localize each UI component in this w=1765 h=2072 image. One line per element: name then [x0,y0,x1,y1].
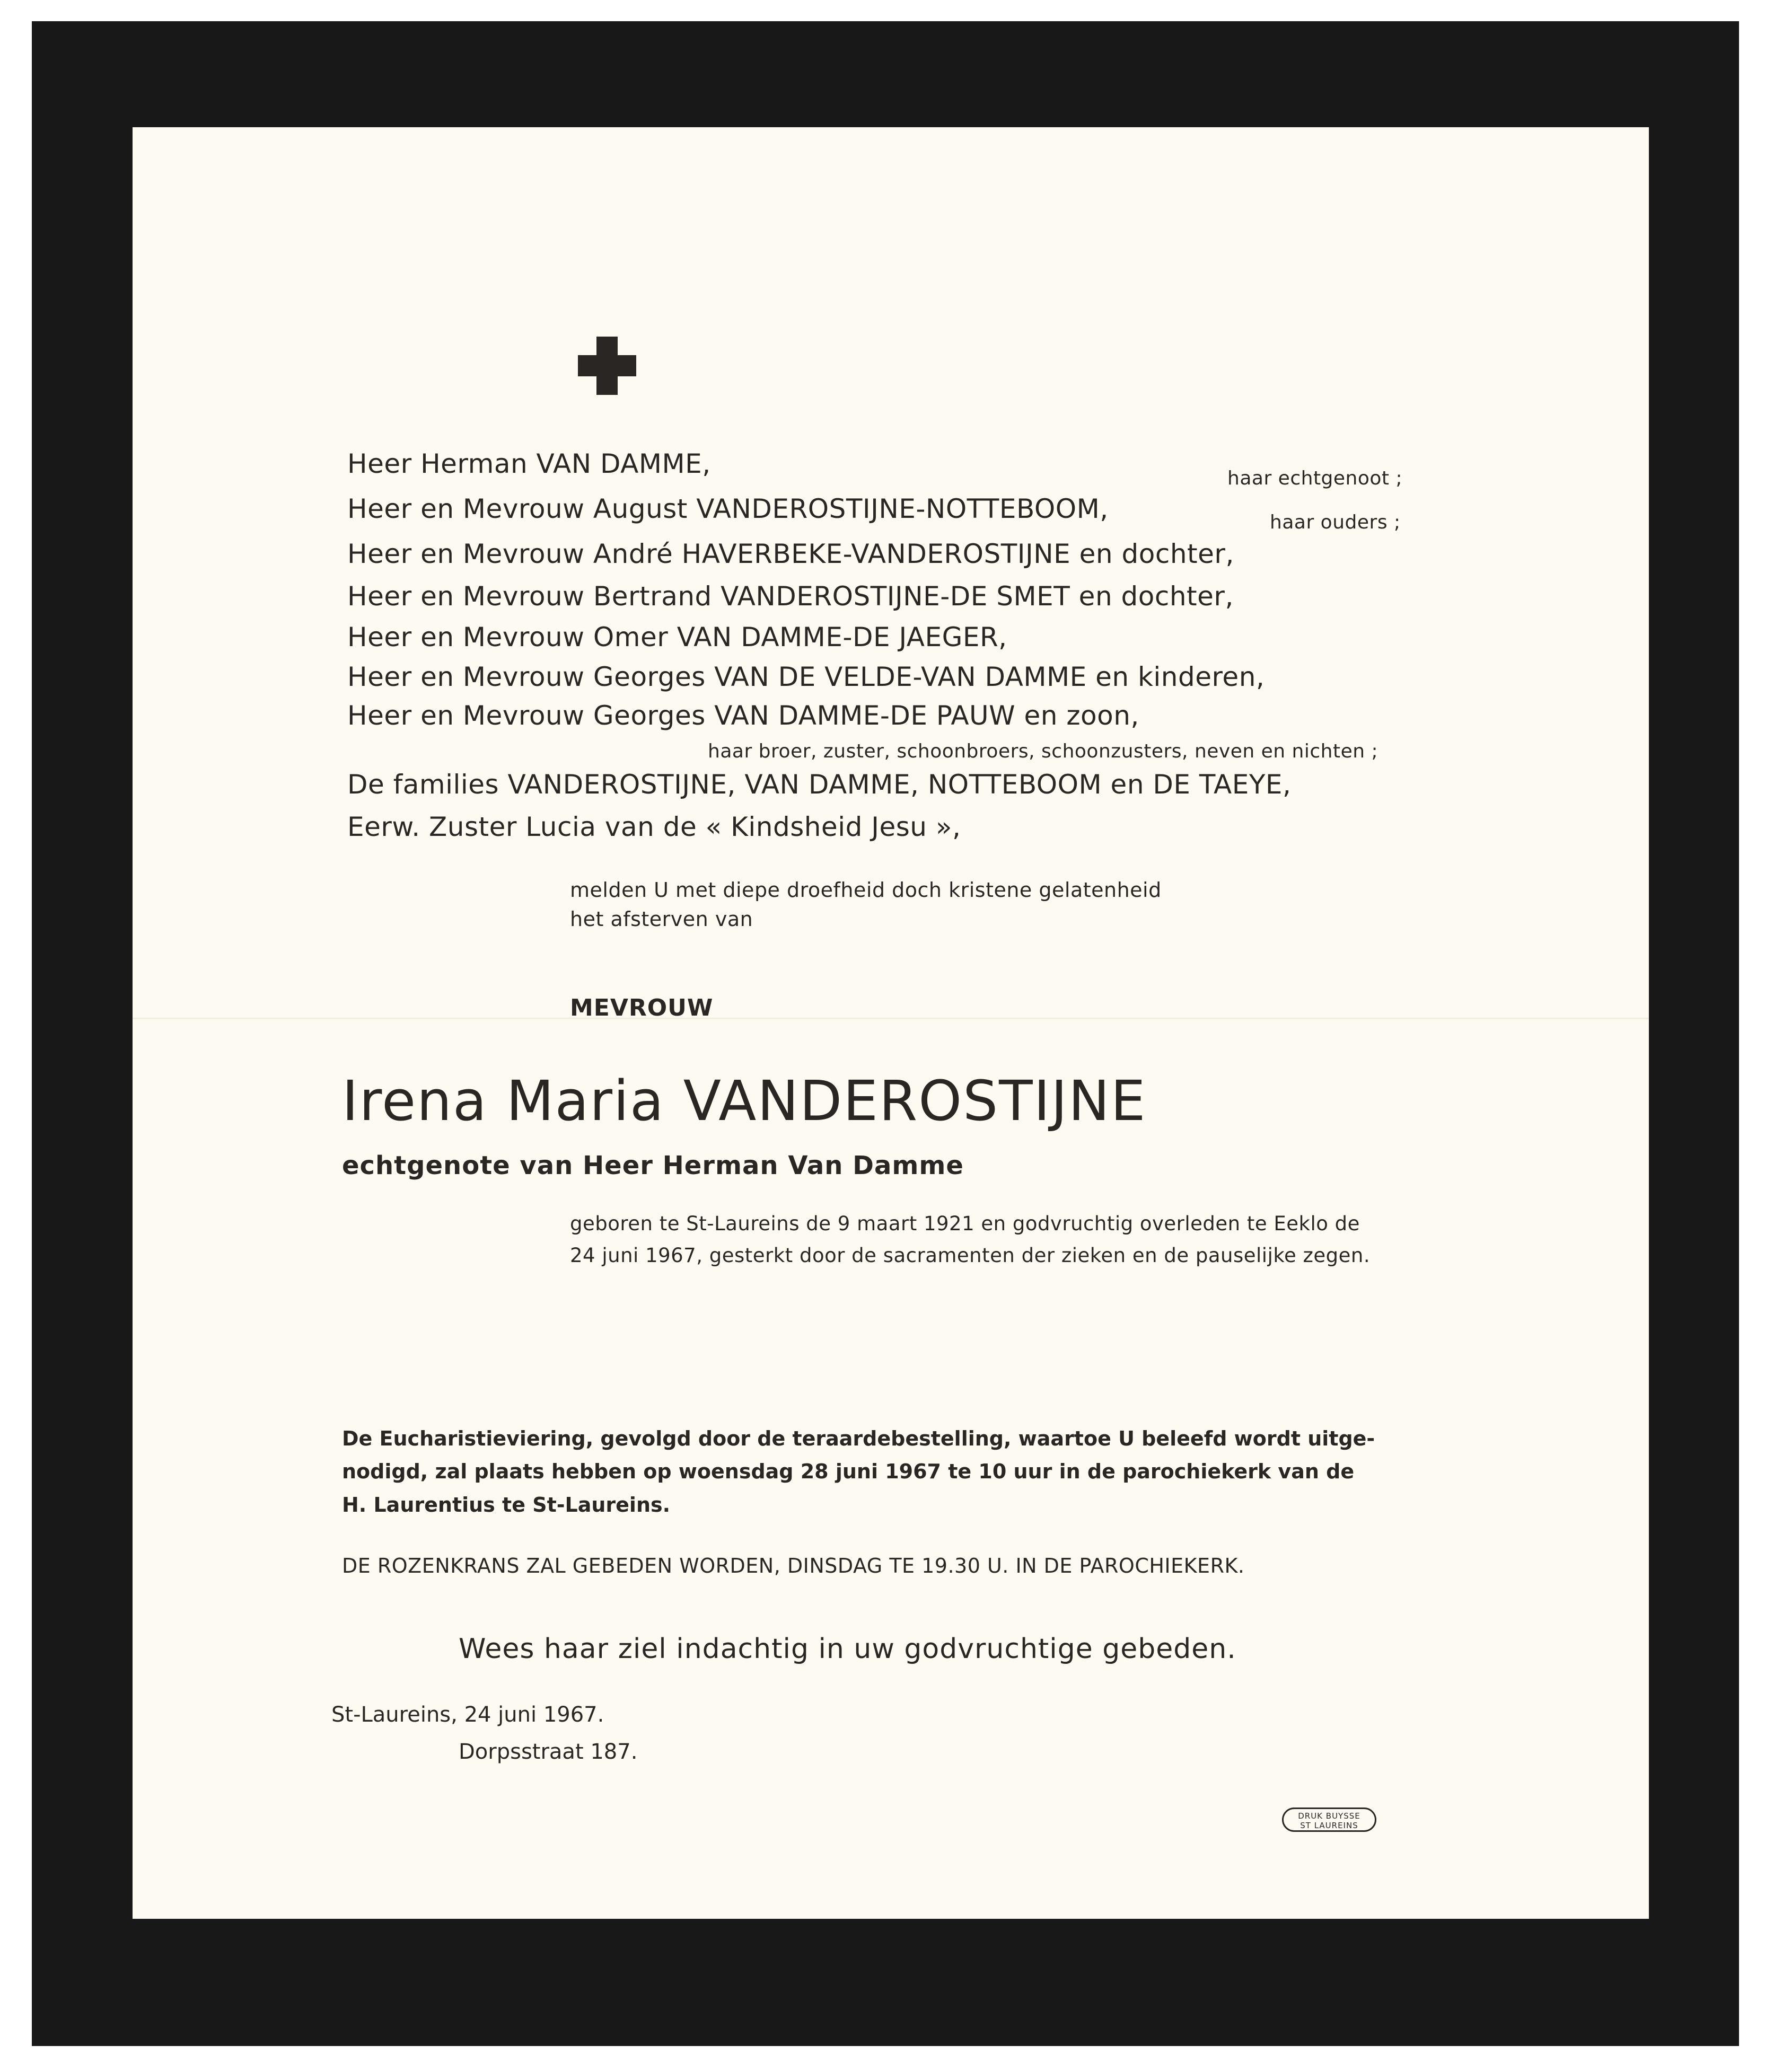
deceased-name: Irena Maria VANDEROSTIJNE [342,1069,1147,1133]
spouse-line: echtgenote van Heer Herman Van Damme [342,1151,964,1180]
prayer-line: Wees haar ziel indachtig in uw godvruchtige gebeden. [459,1633,1236,1665]
family-line-4: Heer en Mevrouw Bertrand VANDEROSTIJNE-DE SMET en dochter, [347,581,1234,612]
announcement-line-1: melden U met diepe droefheid doch kristene gelatenheid [570,878,1162,902]
ceremony-line-2: nodigd, zal plaats hebben op woensdag 28 juni 1967 te 10 uur in de parochiekerk van de [342,1460,1355,1483]
family-line-6: Heer en Mevrouw Georges VAN DE VELDE-VAN DAMME en kinderen, [347,662,1265,692]
fold-line [133,1018,1649,1020]
address: Dorpsstraat 187. [459,1740,638,1764]
ceremony-line-1: De Eucharistieviering, gevolgd door de teraardebestelling, waartoe U beleefd wordt uitge- [342,1427,1375,1450]
cross-icon [578,337,636,395]
birth-death-line-1: geboren te St-Laureins de 9 maart 1921 en godvruchtig overleden te Eeklo de [570,1212,1360,1235]
family-note-spouse: haar echtgenoot ; [1227,468,1403,489]
family-line-1: Heer Herman VAN DAMME, [347,448,711,479]
announcement-line-2: het afsterven van [570,907,753,931]
sister-line: Eerw. Zuster Lucia van de « Kindsheid Jesu », [347,812,961,842]
family-line-3: Heer en Mevrouw André HAVERBEKE-VANDEROSTIJNE en dochter, [347,539,1234,569]
printer-stamp: DRUK BUYSSE ST LAUREINS [1282,1808,1376,1832]
death-notice-card [133,127,1649,1919]
family-line-2: Heer en Mevrouw August VANDEROSTIJNE-NOTTEBOOM, [347,493,1109,524]
salutation: MEVROUW [570,994,714,1021]
relations-note: haar broer, zuster, schoonbroers, schoonzusters, neven en nichten ; [708,740,1378,762]
family-line-7: Heer en Mevrouw Georges VAN DAMME-DE PAUW en zoon, [347,700,1139,731]
place-date: St-Laureins, 24 juni 1967. [331,1703,604,1727]
rosary-line: DE ROZENKRANS ZAL GEBEDEN WORDEN, DINSDAG TE 19.30 U. IN DE PAROCHIEKERK. [342,1554,1245,1577]
family-note-parents: haar ouders ; [1270,512,1401,533]
ceremony-line-3: H. Laurentius te St-Laureins. [342,1493,671,1516]
birth-death-line-2: 24 juni 1967, gesterkt door de sacramenten der zieken en de pauselijke zegen. [570,1244,1371,1267]
family-line-5: Heer en Mevrouw Omer VAN DAMME-DE JAEGER, [347,622,1007,653]
families-line: De families VANDEROSTIJNE, VAN DAMME, NOTTEBOOM en DE TAEYE, [347,769,1292,800]
